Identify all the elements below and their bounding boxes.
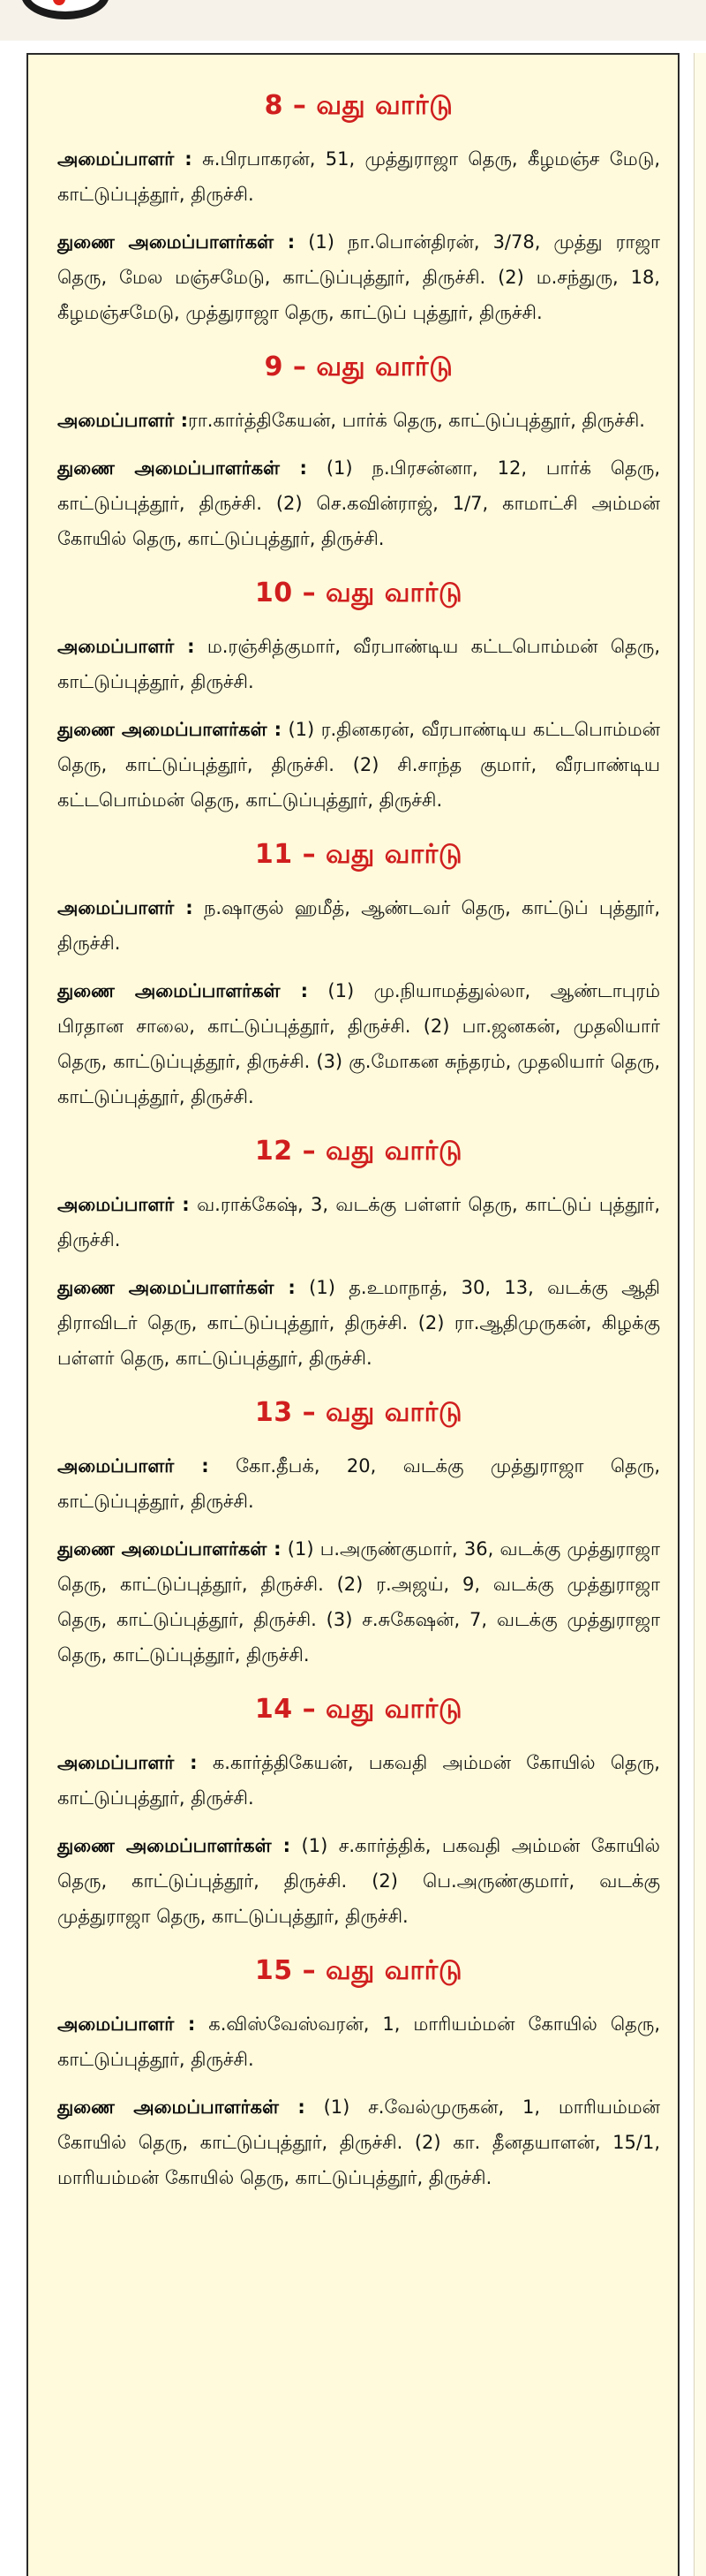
deputies-text: (1) ச.கார்த்திக், பகவதி அம்மன் கோயில் தெரு, காட்டுப்புத்தூர், திருச்சி. (2) பெ.அருண்குமார், வடக்கு முத்துராஜா தெரு, காட்டுப்புத்தூர், திருச்சி. (57, 1835, 660, 1927)
organizer-label: அமைப்பாளர் : (57, 1455, 209, 1477)
deputies-label: துணை அமைப்பாளர்கள் : (57, 719, 282, 740)
organizer-paragraph (57, 141, 660, 212)
deputies-paragraph (57, 1531, 660, 1673)
ward-title: 10 – வது வார்டு (254, 578, 463, 608)
deputies-paragraph (57, 973, 660, 1114)
organizer-label: அமைப்பாளர் : (57, 410, 188, 431)
deputies-text: (1) ந.பிரசன்னா, 12, பார்க் தெரு, காட்டுப்புத்தூர், திருச்சி. (2) செ.கவின்ராஜ், 1/7, காமாட்சி அம்மன் கோயில் தெரு, காட்டுப்புத்தூர், திருச்சி. (57, 457, 660, 549)
organizer-text: ந.ஷாகுல் ஹமீத், ஆண்டவர் தெரு, காட்டுப் புத்தூர், திருச்சி. (57, 897, 660, 954)
organizer-label: அமைப்பாளர் : (57, 1194, 190, 1215)
deputies-text: (1) ர.தினகரன், வீரபாண்டிய கட்டபொம்மன் தெரு, காட்டுப்புத்தூர், திருச்சி. (2) சி.சாந்த குமார், வீரபாண்டிய கட்டபொம்மன் தெரு, காட்டுப்புத்தூர், திருச்சி. (57, 719, 660, 811)
organizer-paragraph (57, 2006, 660, 2077)
ward-section-14 (57, 1692, 660, 1934)
ward-title: 11 – வது வார்டு (254, 839, 463, 870)
ward-section-12 (57, 1134, 660, 1376)
ward-title: 13 – வது வார்டு (254, 1397, 463, 1428)
organizer-paragraph (57, 403, 660, 438)
top-strip (0, 0, 706, 41)
deputies-paragraph (57, 224, 660, 330)
ward-title: 14 – வது வார்டு (254, 1694, 463, 1725)
organizer-paragraph (57, 629, 660, 699)
deputies-label: துணை அமைப்பாளர்கள் : (57, 231, 296, 253)
ward-title: 12 – வது வார்டு (254, 1136, 463, 1167)
organizer-label: அமைப்பாளர் : (57, 1752, 198, 1773)
ward-section-10 (57, 576, 660, 818)
deputies-text: (1) ச.வேல்முருகன், 1, மாரியம்மன் கோயில் தெரு, காட்டுப்புத்தூர், திருச்சி. (2) கா. தீனதயாளன், 15/1, மாரியம்மன் கோயில் தெரு, காட்டுப்புத்தூர், திருச்சி. (57, 2096, 660, 2188)
deputies-label: துணை அமைப்பாளர்கள் : (57, 1277, 296, 1298)
deputies-label: துணை அமைப்பாளர்கள் : (57, 457, 307, 479)
organizer-text: ம.ரஞ்சித்குமார், வீரபாண்டிய கட்டபொம்மன் தெரு, காட்டுப்புத்தூர், திருச்சி. (57, 636, 660, 692)
deputies-paragraph (57, 712, 660, 818)
organizer-paragraph (57, 1187, 660, 1258)
deputies-label: துணை அமைப்பாளர்கள் : (57, 1835, 291, 1856)
ward-section-15 (57, 1953, 660, 2195)
organizer-text: சு.பிரபாகரன், 51, முத்துராஜா தெரு, கீழமஞ்ச மேடு, காட்டுப்புத்தூர், திருச்சி. (57, 148, 661, 205)
ward-section-11 (57, 837, 660, 1114)
organizer-text: க.கார்த்திகேயன், பகவதி அம்மன் கோயில் தெரு, காட்டுப்புத்தூர், திருச்சி. (57, 1752, 660, 1809)
deputies-label: துணை அமைப்பாளர்கள் : (57, 1538, 282, 1560)
organizer-paragraph (57, 1745, 660, 1816)
deputies-paragraph (57, 2089, 660, 2195)
deputies-paragraph (57, 1828, 660, 1934)
deputies-label: துணை அமைப்பாளர்கள் : (57, 2096, 305, 2118)
ward-title: 9 – வது வார்டு (264, 351, 454, 382)
ward-title: 8 – வது வார்டு (264, 90, 454, 121)
page-edge (694, 53, 706, 2576)
ward-section-13 (57, 1395, 660, 1673)
organizer-label: அமைப்பாளர் : (57, 2013, 196, 2035)
article-panel (26, 53, 680, 2576)
ward-title: 15 – வது வார்டு (254, 1955, 463, 1986)
organizer-label: அமைப்பாளர் : (57, 897, 193, 918)
organizer-text: வ.ராக்கேஷ், 3, வடக்கு பள்ளர் தெரு, காட்டுப் புத்தூர், திருச்சி. (57, 1194, 660, 1250)
organizer-label: அமைப்பாளர் : (57, 636, 195, 657)
ward-section-9 (57, 350, 660, 556)
organizer-text: க.விஸ்வேஸ்வரன், 1, மாரியம்மன் கோயில் தெரு, காட்டுப்புத்தூர், திருச்சி. (57, 2013, 660, 2070)
deputies-text: (1) ப.அருண்குமார், 36, வடக்கு முத்துராஜா தெரு, காட்டுப்புத்தூர், திருச்சி. (2) ர.அஜய், 9, வடக்கு முத்துராஜா தெரு, காட்டுப்புத்தூர், திருச்சி. (3) ச.சுகேஷன், 7, வடக்கு முத்துராஜா தெரு, காட்டுப்புத்தூர், திருச்சி. (57, 1538, 660, 1666)
organizer-paragraph (57, 1448, 660, 1519)
deputies-text: (1) த.உமாநாத், 30, 13, வடக்கு ஆதி திராவிடர் தெரு, காட்டுப்புத்தூர், திருச்சி. (2) ரா.ஆதிமுருகன், கிழக்கு பள்ளர் தெரு, காட்டுப்புத்தூர், திருச்சி. (57, 1277, 660, 1369)
deputies-text: (1) நா.பொன்திரன், 3/78, முத்து ராஜா தெரு, மேல மஞ்சமேடு, காட்டுப்புத்தூர், திருச்சி. (2) ம.சந்துரு, 18, கீழமஞ்சமேடு, முத்துராஜா தெரு, காட்டுப் புத்தூர், திருச்சி. (57, 231, 660, 323)
organizer-text: ரா.கார்த்திகேயன், பார்க் தெரு, காட்டுப்புத்தூர், திருச்சி. (187, 410, 645, 431)
logo-ring-icon (21, 0, 109, 19)
organizer-label: அமைப்பாளர் : (57, 148, 192, 170)
organizer-text: கோ.தீபக், 20, வடக்கு முத்துராஜா தெரு, காட்டுப்புத்தூர், திருச்சி. (57, 1455, 660, 1512)
organizer-paragraph (57, 890, 660, 961)
deputies-paragraph (57, 450, 660, 556)
ward-section-8 (57, 88, 660, 330)
deputies-label: துணை அமைப்பாளர்கள் : (57, 980, 308, 1001)
deputies-paragraph (57, 1270, 660, 1376)
deputies-text: (1) மு.நியாமத்துல்லா, ஆண்டாபுரம் பிரதான சாலை, காட்டுப்புத்தூர், திருச்சி. (2) பா.ஜனகன், முதலியார் தெரு, காட்டுப்புத்தூர், திருச்சி. (3) கு.மோகன சுந்தரம், முதலியார் தெரு, காட்டுப்புத்தூர், திருச்சி. (57, 980, 660, 1107)
